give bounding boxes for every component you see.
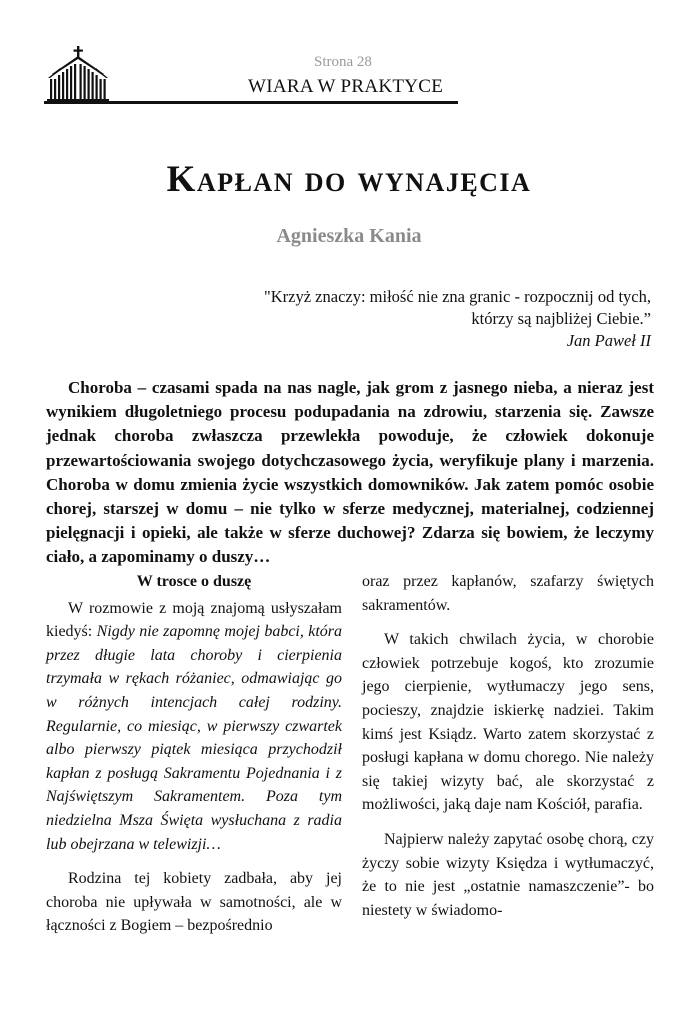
paragraph: Rodzina tej kobiety zadbała, aby jej choroba nie upływała w samotności, ale w łączności z Bogiem – bezpośrednio bbox=[46, 870, 342, 935]
page-header bbox=[44, 44, 458, 104]
page-number: Strona 28 bbox=[314, 54, 372, 70]
paragraph: oraz przez kapłanów, szafarzy świętych sakramentów. bbox=[362, 573, 654, 614]
article-title: Kapłan do wynajęcia bbox=[166, 159, 532, 200]
paragraph: W takich chwilach życia, w chorobie człowiek potrzebuje kogoś, kto zrozumie jego cierpienie, wytłumaczy jego sens, pocieszy, znajdzie iskierkę nadziei. Takim kimś jest Ksiądz. Warto zatem skorzystać z posługi kapłana w domu chorego. Nie należy się takiej wizyty bać, ale skorzystać z możliwości, jaką daje nam Kościół, parafia. bbox=[362, 631, 654, 814]
left-column bbox=[46, 570, 342, 949]
right-column bbox=[362, 570, 654, 933]
header-divider bbox=[44, 101, 458, 104]
paragraph: Najpierw należy zapytać osobę chorą, czy życzy sobie wizyty Księdza i wytłumaczyć, że to nie jest „ostatnie namaszczenie”- bo niestety w świadomo- bbox=[362, 830, 654, 919]
quote-line: "Krzyż znaczy: miłość nie zna granic - rozpocznij od tych, bbox=[264, 287, 651, 306]
quote-source: Jan Paweł II bbox=[566, 331, 651, 350]
epigraph-quote bbox=[264, 286, 651, 352]
paragraph-text: W rozmowie z moją znajomą usłyszałam kiedyś: bbox=[46, 599, 342, 641]
quote-line: którzy są najbliżej Ciebie.” bbox=[471, 309, 651, 328]
paragraph bbox=[46, 597, 342, 857]
church-icon bbox=[46, 44, 114, 102]
quoted-testimony: Nigdy nie zapomnę mojej babci, która przez długie lata choroby i cierpienia trzymała w rękach różaniec, odmawiając go w różnych intencjach całej rodziny. Regularnie, co miesiąc, w pierwszy czwartek albo pierwszy piątek miesiąca przychodził kapłan z posługą Sakramentu Pojednania i z Najświętszym Sakramentem. Poza tym niedzielna Msza Święta wysłuchana z radia lub obejrzana w telewizji… bbox=[46, 623, 343, 853]
lead-paragraph: Choroba – czasami spada na nas nagle, jak grom z jasnego nieba, a nieraz jest wynikiem długoletniego procesu podupadania na zdrowiu, starzenia się. Zawsze jednak choroba zwłaszcza przewlekła powoduje, że człowiek dokonuje przewartościowania swojego dotychczasowego życia, weryfikuje plany i marzenia. Choroba w domu zmienia życie wszystkich domowników. Jak zatem pomóc osobie chorej, starszej w domu – nie tylko w sferze medycznej, materialnej, codziennej pielęgnacji i opieki, ale także w sferze duchowej? Zdarza się bowiem, że leczymy ciało, a zapominamy o duszy… bbox=[46, 378, 654, 567]
section-subheading: W trosce o duszę bbox=[136, 573, 252, 590]
article-author: Agnieszka Kania bbox=[276, 225, 422, 247]
section-title: WIARA W PRAKTYCE bbox=[248, 76, 444, 97]
